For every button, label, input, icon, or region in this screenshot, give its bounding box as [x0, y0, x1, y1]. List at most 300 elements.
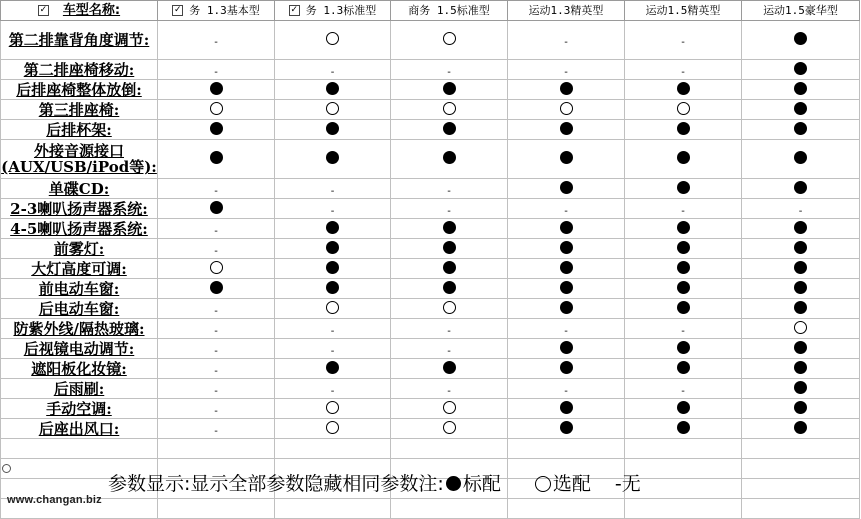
standard-dot-icon	[677, 281, 690, 294]
select-all-checkbox[interactable]: ✓	[39, 4, 48, 15]
feature-label: 后视镜电动调节:	[23, 340, 135, 357]
spec-cell	[158, 120, 275, 140]
standard-dot-icon	[794, 241, 807, 254]
not-available-dash: -	[447, 205, 451, 217]
spec-cell	[275, 239, 391, 259]
spec-cell	[391, 219, 508, 239]
standard-dot-icon	[560, 241, 573, 254]
optional-ring-icon	[326, 401, 339, 414]
trim-name: 务 1.3标准型	[305, 3, 377, 17]
spec-cell	[508, 399, 625, 419]
optional-ring-icon	[326, 301, 339, 314]
optional-ring-icon	[326, 32, 339, 45]
standard-dot-icon	[443, 241, 456, 254]
empty-row	[1, 499, 860, 519]
standard-dot-icon	[326, 241, 339, 254]
feature-label-cell	[1, 339, 158, 359]
spec-cell	[742, 259, 860, 279]
spec-cell	[625, 319, 742, 339]
spec-cell	[625, 60, 742, 80]
spec-cell	[275, 140, 391, 179]
optional-ring-icon	[210, 102, 223, 115]
spec-cell	[391, 199, 508, 219]
standard-dot-icon	[560, 261, 573, 274]
feature-label-cell	[1, 259, 158, 279]
trim-name: 运动1.5精英型	[645, 4, 721, 17]
empty-cell	[391, 439, 508, 459]
not-available-dash: -	[214, 385, 218, 397]
standard-dot-icon	[794, 62, 807, 75]
standard-dot-icon	[560, 341, 573, 354]
spec-cell	[625, 339, 742, 359]
optional-ring-icon	[210, 261, 223, 274]
spec-cell	[391, 21, 508, 60]
standard-dot-icon	[794, 151, 807, 164]
feature-label-cell	[1, 60, 158, 80]
feature-label-cell	[1, 140, 158, 179]
spec-cell	[158, 21, 275, 60]
spec-cell	[742, 339, 860, 359]
feature-label: 前雾灯:	[53, 240, 105, 257]
table-row	[1, 219, 860, 239]
spec-cell	[508, 359, 625, 379]
header-label-cell	[1, 1, 158, 21]
standard-dot-icon	[326, 122, 339, 135]
not-available-dash: -	[214, 225, 218, 237]
empty-cell	[391, 499, 508, 519]
spec-cell	[275, 279, 391, 299]
standard-dot-icon	[560, 361, 573, 374]
spec-cell	[508, 60, 625, 80]
standard-dot-icon	[794, 361, 807, 374]
not-available-dash: -	[564, 37, 568, 48]
standard-dot-icon	[443, 261, 456, 274]
legend-none: -无	[614, 473, 641, 495]
spec-cell	[742, 239, 860, 259]
feature-label-cell	[1, 379, 158, 399]
standard-dot-icon	[210, 281, 223, 294]
table-row	[1, 100, 860, 120]
spec-cell	[275, 419, 391, 439]
spec-cell	[508, 80, 625, 100]
spec-cell	[158, 100, 275, 120]
not-available-dash: -	[214, 365, 218, 377]
spec-cell	[391, 319, 508, 339]
spec-cell	[742, 319, 860, 339]
optional-ring-icon	[443, 401, 456, 414]
feature-label-cell	[1, 179, 158, 199]
spec-cell	[391, 239, 508, 259]
not-available-dash: -	[447, 385, 451, 397]
spec-cell	[275, 259, 391, 279]
standard-dot-icon	[443, 122, 456, 135]
spec-cell	[508, 120, 625, 140]
spec-cell	[508, 259, 625, 279]
standard-dot-icon	[326, 261, 339, 274]
not-available-dash: -	[214, 37, 218, 48]
standard-dot-icon	[210, 151, 223, 164]
standard-dot-icon	[677, 261, 690, 274]
not-available-dash: -	[447, 345, 451, 357]
spec-cell	[508, 21, 625, 60]
display-mode-radio[interactable]	[2, 464, 11, 473]
empty-cell	[625, 499, 742, 519]
trim-header-1	[158, 1, 275, 21]
optional-ring-icon	[443, 301, 456, 314]
empty-cell	[742, 459, 860, 479]
spec-cell	[508, 199, 625, 219]
not-available-dash: -	[564, 66, 568, 78]
standard-dot-icon	[560, 82, 573, 95]
standard-dot-icon	[794, 102, 807, 115]
standard-dot-icon	[443, 82, 456, 95]
feature-label: 防紫外线/隔热玻璃:	[13, 320, 145, 337]
feature-label: 前电动车窗:	[38, 280, 120, 297]
standard-dot-icon	[794, 341, 807, 354]
spec-cell	[742, 299, 860, 319]
not-available-dash: -	[681, 325, 685, 337]
not-available-dash: -	[681, 66, 685, 78]
spec-cell	[275, 359, 391, 379]
feature-label: 第二排座椅移动:	[23, 61, 135, 78]
spec-cell	[275, 339, 391, 359]
standard-dot-icon	[794, 122, 807, 135]
table-row	[1, 21, 860, 60]
not-available-dash: -	[330, 385, 335, 397]
empty-cell	[158, 439, 275, 459]
feature-label: 4-5喇叭扬声器系统:	[10, 220, 148, 237]
spec-cell	[625, 399, 742, 419]
not-available-dash: -	[681, 385, 685, 397]
trim-name: 运动1.5豪华型	[763, 4, 838, 17]
spec-cell	[391, 80, 508, 100]
table-row	[1, 339, 860, 359]
standard-dot-icon	[794, 221, 807, 234]
spec-cell	[158, 60, 275, 80]
spec-cell	[275, 299, 391, 319]
empty-cell	[1, 439, 158, 459]
table-row	[1, 259, 860, 279]
spec-cell	[508, 239, 625, 259]
spec-cell	[625, 120, 742, 140]
spec-cell	[508, 299, 625, 319]
empty-cell	[275, 499, 391, 519]
spec-cell	[508, 219, 625, 239]
standard-dot-icon	[443, 281, 456, 294]
not-available-dash: -	[214, 185, 218, 197]
spec-cell	[275, 80, 391, 100]
feature-label-cell	[1, 80, 158, 100]
feature-label: 单碟CD:	[48, 180, 110, 197]
not-available-dash: -	[798, 205, 803, 217]
spec-cell	[508, 319, 625, 339]
optional-ring-icon	[535, 476, 551, 492]
trim-checkbox[interactable]: ✓	[290, 5, 299, 16]
feature-label: 后排座椅整体放倒:	[16, 81, 142, 98]
not-available-dash: -	[447, 185, 451, 197]
standard-dot-icon	[794, 281, 807, 294]
feature-label-cell	[1, 199, 158, 219]
spec-cell	[625, 279, 742, 299]
spec-cell	[508, 140, 625, 179]
empty-cell	[625, 459, 742, 479]
table-row	[1, 179, 860, 199]
spec-cell	[158, 140, 275, 179]
spec-cell	[391, 259, 508, 279]
empty-cell	[625, 479, 742, 499]
not-available-dash: -	[330, 325, 335, 337]
empty-row	[1, 439, 860, 459]
not-available-dash: -	[681, 37, 685, 48]
spec-cell	[275, 179, 391, 199]
standard-dot-icon	[560, 151, 573, 164]
spec-cell	[275, 319, 391, 339]
feature-label: 外接音源接口(AUX/USB/iPod等):	[1, 143, 157, 175]
spec-cell	[391, 339, 508, 359]
spec-cell	[742, 80, 860, 100]
empty-cell	[158, 499, 275, 519]
standard-dot-icon	[443, 221, 456, 234]
spec-cell	[742, 419, 860, 439]
spec-cell	[158, 179, 275, 199]
spec-cell	[275, 199, 391, 219]
spec-cell	[625, 140, 742, 179]
spec-cell	[625, 21, 742, 60]
standard-dot-icon	[677, 301, 690, 314]
empty-cell	[508, 499, 625, 519]
trim-header-6	[742, 1, 860, 21]
not-available-dash: -	[214, 425, 218, 437]
standard-dot-icon	[560, 122, 573, 135]
feature-label-cell	[1, 319, 158, 339]
spec-cell	[158, 319, 275, 339]
spec-cell	[742, 219, 860, 239]
spec-cell	[275, 21, 391, 60]
optional-ring-icon	[443, 421, 456, 434]
spec-cell	[625, 259, 742, 279]
feature-label: 后雨刷:	[53, 380, 105, 397]
standard-dot-icon	[560, 181, 573, 194]
feature-label-cell	[1, 299, 158, 319]
not-available-dash: -	[564, 325, 568, 337]
table-row	[1, 60, 860, 80]
spec-cell	[625, 379, 742, 399]
legend-optional: 选配	[552, 473, 591, 495]
spec-cell	[742, 179, 860, 199]
spec-cell	[275, 100, 391, 120]
feature-label-cell	[1, 120, 158, 140]
spec-cell	[158, 80, 275, 100]
table-row	[1, 140, 860, 179]
spec-cell	[158, 259, 275, 279]
spec-cell	[625, 419, 742, 439]
spec-cell	[508, 179, 625, 199]
feature-label: 遮阳板化妆镜:	[31, 360, 127, 377]
standard-dot-icon	[677, 181, 690, 194]
standard-dot-icon	[326, 281, 339, 294]
not-available-dash: -	[214, 345, 218, 357]
standard-dot-icon	[794, 381, 807, 394]
standard-dot-icon	[326, 151, 339, 164]
standard-dot-icon	[560, 301, 573, 314]
standard-dot-icon	[677, 401, 690, 414]
optional-ring-icon	[560, 102, 573, 115]
spec-cell	[625, 199, 742, 219]
standard-dot-icon	[560, 421, 573, 434]
spec-cell	[625, 239, 742, 259]
table-row	[1, 379, 860, 399]
standard-dot-icon	[443, 361, 456, 374]
table-row	[1, 299, 860, 319]
optional-ring-icon	[794, 321, 807, 334]
standard-dot-icon	[560, 221, 573, 234]
spec-cell	[742, 21, 860, 60]
not-available-dash: -	[330, 345, 335, 357]
empty-cell	[625, 439, 742, 459]
not-available-dash: -	[214, 325, 218, 337]
standard-dot-icon	[677, 241, 690, 254]
spec-cell	[275, 379, 391, 399]
table-row	[1, 359, 860, 379]
optional-ring-icon	[326, 102, 339, 115]
spec-cell	[275, 399, 391, 419]
spec-cell	[158, 359, 275, 379]
optional-ring-icon	[326, 421, 339, 434]
feature-label-cell	[1, 359, 158, 379]
not-available-dash: -	[214, 405, 218, 417]
feature-label: 第三排座椅:	[38, 101, 120, 118]
trim-name: 运动1.3精英型	[528, 4, 604, 17]
spec-cell	[508, 419, 625, 439]
spec-cell	[158, 419, 275, 439]
feature-label: 后座出风口:	[38, 420, 120, 437]
feature-label-cell	[1, 279, 158, 299]
table-row	[1, 419, 860, 439]
optional-ring-icon	[443, 102, 456, 115]
optional-ring-icon	[677, 102, 690, 115]
trim-header-5	[625, 1, 742, 21]
spec-cell	[625, 80, 742, 100]
spec-cell	[158, 279, 275, 299]
spec-cell	[508, 379, 625, 399]
spec-cell	[275, 60, 391, 80]
spec-cell	[158, 239, 275, 259]
feature-label-cell	[1, 419, 158, 439]
feature-label: 大灯高度可调:	[31, 260, 127, 277]
table-row	[1, 120, 860, 140]
standard-dot-icon	[210, 122, 223, 135]
not-available-dash: -	[447, 325, 451, 337]
spec-cell	[391, 60, 508, 80]
feature-label: 手动空调:	[46, 400, 112, 417]
spec-cell	[158, 399, 275, 419]
not-available-dash: -	[681, 205, 685, 217]
spec-cell	[625, 100, 742, 120]
table-row	[1, 199, 860, 219]
spec-cell	[391, 359, 508, 379]
not-available-dash: -	[564, 385, 568, 397]
spec-cell	[158, 299, 275, 319]
empty-cell	[508, 439, 625, 459]
spec-cell	[391, 100, 508, 120]
standard-dot-icon	[326, 361, 339, 374]
spec-cell	[508, 100, 625, 120]
feature-label-cell	[1, 100, 158, 120]
spec-cell	[625, 359, 742, 379]
spec-cell	[742, 60, 860, 80]
empty-cell	[742, 439, 860, 459]
spec-cell	[158, 219, 275, 239]
trim-checkbox[interactable]: ✓	[173, 5, 182, 16]
feature-label: 后电动车窗:	[38, 300, 120, 317]
legend-standard: 标配	[462, 473, 501, 495]
feature-label-cell	[1, 21, 158, 60]
standard-dot-icon	[677, 361, 690, 374]
standard-dot-icon	[794, 181, 807, 194]
table-row	[1, 239, 860, 259]
spec-cell	[742, 399, 860, 419]
feature-label-cell	[1, 239, 158, 259]
standard-dot-icon	[560, 401, 573, 414]
trim-name: 商务 1.5标准型	[408, 4, 490, 17]
spec-cell	[742, 100, 860, 120]
spec-cell	[158, 379, 275, 399]
not-available-dash: -	[330, 205, 335, 217]
standard-dot-icon	[794, 82, 807, 95]
table-row	[1, 80, 860, 100]
table-row	[1, 279, 860, 299]
standard-dot-icon	[677, 341, 690, 354]
legend	[108, 469, 641, 496]
optional-ring-icon	[443, 32, 456, 45]
standard-dot-icon	[794, 421, 807, 434]
standard-dot-icon	[210, 82, 223, 95]
spec-cell	[275, 219, 391, 239]
header-row	[1, 1, 860, 21]
feature-label: 后排杯架:	[46, 121, 112, 138]
feature-label: 2-3喇叭扬声器系统:	[10, 200, 148, 217]
spec-cell	[508, 339, 625, 359]
standard-dot-icon	[326, 221, 339, 234]
spec-cell	[391, 279, 508, 299]
not-available-dash: -	[214, 245, 218, 257]
standard-dot-icon	[443, 151, 456, 164]
standard-dot-icon	[677, 421, 690, 434]
spec-cell	[158, 199, 275, 219]
standard-dot-icon	[446, 476, 461, 491]
standard-dot-icon	[677, 151, 690, 164]
standard-dot-icon	[677, 122, 690, 135]
trim-header-4	[508, 1, 625, 21]
standard-dot-icon	[326, 82, 339, 95]
not-available-dash: -	[564, 205, 568, 217]
standard-dot-icon	[794, 301, 807, 314]
spec-cell	[742, 140, 860, 179]
spec-cell	[391, 120, 508, 140]
not-available-dash: -	[447, 66, 451, 78]
feature-label: 第二排靠背角度调节:	[8, 32, 150, 48]
spec-cell	[742, 120, 860, 140]
spec-cell	[391, 299, 508, 319]
empty-cell	[742, 499, 860, 519]
standard-dot-icon	[794, 32, 807, 45]
spec-cell	[275, 120, 391, 140]
standard-dot-icon	[677, 82, 690, 95]
spec-cell	[625, 219, 742, 239]
spec-cell	[742, 359, 860, 379]
spec-cell	[625, 179, 742, 199]
not-available-dash: -	[214, 305, 218, 317]
